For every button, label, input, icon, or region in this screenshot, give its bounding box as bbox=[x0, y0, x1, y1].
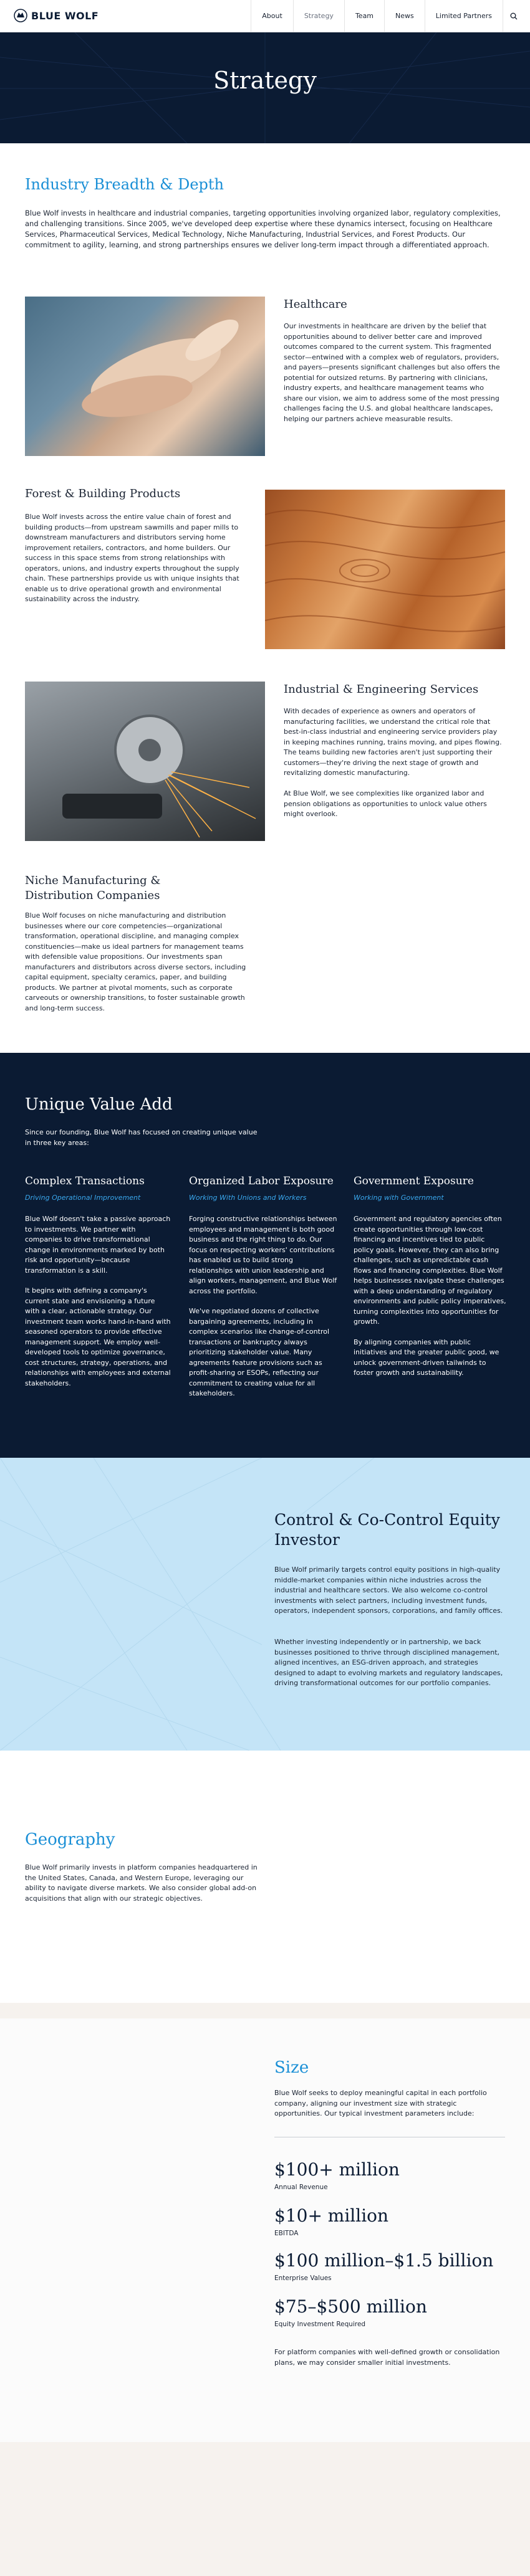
unique-intro: Since our founding, Blue Wolf has focused on creating unique value in three key areas: bbox=[25, 1128, 258, 1147]
column-government-exposure bbox=[354, 1175, 506, 1379]
industrial-text-1: With decades of experience as owners and operators of manufacturing facilities, we understand the critical role that best-in-class industrial and engineering service providers play in keeping machines running, trains moving, and pipes flowing. The teams building new factories aren't just supporting their customers—they're driving the next stage of growth and revitalizing domestic manufacturing. bbox=[284, 707, 502, 777]
column-text-2: By aligning companies with public initiatives and the greater public good, we unlock government-driven tailwinds to foster growth and sustainability. bbox=[354, 1338, 499, 1377]
breadth-text: Blue Wolf invests in healthcare and industrial companies, targeting opportunities involving organized labor, regulatory complexities, and challenging transitions. Since 2005, we've developed deep expertise where these dynamics intersect, focusing on Healthcare Services, Pharmaceutical Services, Medical Technology, Niche Manufacturing, Industrial Services, and Forest Products. Our commitment to agility, learning, and strong partnerships ensures we deliver long-term impact through a differentiated approach. bbox=[25, 209, 501, 249]
search-icon bbox=[510, 12, 518, 20]
logo[interactable] bbox=[14, 9, 99, 22]
column-text-2: We've negotiated dozens of collective bargaining agreements, including in complex scenarios like change-of-control transactions or bankruptcy always prioritizing stakeholder value. Many agreements feature provisions such as profit-sharing or ESOPs, reflecting our commitment to creating value for all stakeholders. bbox=[189, 1307, 330, 1397]
wolf-logo-icon bbox=[14, 9, 27, 22]
size-item-ebitda bbox=[274, 2205, 388, 2237]
column-title: Government Exposure bbox=[354, 1175, 474, 1187]
size-value: $10+ million bbox=[274, 2205, 389, 2226]
size-title: Size bbox=[274, 2058, 309, 2077]
nav-limited-partners[interactable]: Limited Partners bbox=[425, 0, 503, 32]
healthcare-text: Our investments in healthcare are driven by the belief that opportunities abound to deliver better care and improved outcomes compared to the current system. This fragmented sector—entwined with a complex web of regulators, providers, and payers—presents significant challenges but also offers the potential for outsized returns. By partnering with clinicians, industry experts, and healthcare management teams who share our vision, we aim to address some of the most pressing challenges facing the U.S. and global healthcare landscapes, helping our partners achieve measurable results. bbox=[284, 322, 500, 423]
size-label: EBITDA bbox=[274, 2230, 299, 2237]
nav-news[interactable]: News bbox=[384, 0, 425, 32]
size-item-enterprise-values bbox=[274, 2250, 493, 2282]
size-section bbox=[0, 2018, 530, 2442]
size-label: Annual Revenue bbox=[274, 2184, 328, 2191]
column-title: Complex Transactions bbox=[25, 1175, 145, 1187]
unique-title: Unique Value Add bbox=[25, 1095, 173, 1114]
column-subtitle: Working with Government bbox=[354, 1194, 444, 1202]
hero-banner bbox=[0, 32, 530, 143]
size-label: Equity Investment Required bbox=[274, 2321, 366, 2328]
size-value: $100 million–$1.5 billion bbox=[274, 2250, 494, 2271]
industrial-text-2: At Blue Wolf, we see complexities like organized labor and pension obligations as opportunities to unlock value others might overlook. bbox=[284, 789, 487, 818]
page-title: Strategy bbox=[213, 67, 317, 94]
control-text-2: Whether investing independently or in partnership, we back businesses positioned to thrive through disciplined management, aligned incentives, an ESG-driven approach, and strategies designed to adapt to evolving markets and regulatory landscapes, driving transformational outcomes for our portfolio companies. bbox=[274, 1638, 503, 1687]
geography-text: Blue Wolf primarily invests in platform companies headquartered in the United States, Canada, and Western Europe, leveraging our ability to navigate diverse markets. We also consider global add-on acquisitions that align with our strategic objectives. bbox=[25, 1863, 258, 1903]
size-label: Enterprise Values bbox=[274, 2274, 332, 2282]
column-subtitle: Driving Operational Improvement bbox=[25, 1194, 141, 1202]
size-value: $100+ million bbox=[274, 2159, 400, 2180]
nav-strategy[interactable]: Strategy bbox=[293, 0, 344, 32]
industries-section bbox=[0, 143, 530, 1053]
size-footer: For platform companies with well-defined growth or consolidation plans, we may consider smaller initial investments. bbox=[274, 2348, 500, 2367]
industrial-title: Industrial & Engineering Services bbox=[284, 683, 479, 696]
column-text-1: Forging constructive relationships between employees and management is both good business and the right thing to do. Our focus on respecting workers' contributions has enabled us to build strong relationships with union leadership and align workers, management, and Blue Wolf across the portfolio. bbox=[189, 1215, 337, 1295]
nav-about[interactable]: About bbox=[251, 0, 293, 32]
healthcare-image bbox=[25, 297, 265, 456]
column-title: Organized Labor Exposure bbox=[189, 1175, 334, 1187]
healthcare-title: Healthcare bbox=[284, 298, 347, 311]
forest-text: Blue Wolf invests across the entire value chain of forest and building products—from upstream sawmills and paper mills to downstream manufacturers and distributors serving home improvement retailers, contractors, and home builders. Our success in this space stems from strong relationships with operators, unions, and industry experts throughout the supply chain. These partnerships provide us with unique insights that enable us to drive operational growth and environmental sustainability across the industry. bbox=[25, 513, 239, 603]
forest-title: Forest & Building Products bbox=[25, 487, 181, 500]
top-navigation-bar bbox=[0, 0, 530, 32]
unique-value-section bbox=[0, 1053, 530, 1458]
column-text-2: It begins with defining a company's current state and envisioning a future with a clear, actionable strategy. Our investment team works hand-in-hand with seasoned operators to provide effective management support. We employ well-developed tools to optimize governance, cost structures, strategy, operations, and relationships with employees and external stakeholders. bbox=[25, 1286, 171, 1387]
geography-title: Geography bbox=[25, 1830, 115, 1849]
industrial-image bbox=[25, 682, 265, 841]
control-title: Control & Co-Control Equity Investor bbox=[274, 1511, 500, 1549]
niche-title: Niche Manufacturing & Distribution Companies bbox=[25, 874, 161, 902]
column-text-1: Government and regulatory agencies often create opportunities through low-cost financing and incentives tied to public policy goals. However, they can also bring challenges, such as unpredictable cash flows and financing complexities. Blue Wolf helps businesses navigate these challenges with a deep understanding of regulatory environments and public policy imperatives, turning complexities into opportunities for growth. bbox=[354, 1215, 506, 1326]
control-text-1: Blue Wolf primarily targets control equity positions in high-quality middle-market companies within niche industries across the industrial and healthcare sectors. We also welcome co-control investments with select partners, including investment funds, operators, independent sponsors, corporations, and family offices. bbox=[274, 1566, 503, 1615]
main-nav bbox=[251, 0, 524, 32]
size-value: $75–$500 million bbox=[274, 2296, 427, 2317]
breadth-title: Industry Breadth & Depth bbox=[25, 176, 224, 193]
size-intro: Blue Wolf seeks to deploy meaningful capital in each portfolio company, aligning our investment size with strategic opportunities. Our typical investment parameters include: bbox=[274, 2089, 487, 2117]
size-item-revenue bbox=[274, 2159, 400, 2191]
forest-image bbox=[265, 490, 505, 649]
search-button[interactable] bbox=[503, 0, 524, 32]
size-item-equity bbox=[274, 2296, 427, 2328]
column-text-1: Blue Wolf doesn't take a passive approach to investments. We partner with companies to drive transformational change in environments marked by both risk and opportunity—because transformation is a skill. bbox=[25, 1215, 171, 1275]
niche-text: Blue Wolf focuses on niche manufacturing and distribution businesses where our core competencies—organizational transformation, operational discipline, and managing complex constituencies—make us ideal partners for management teams with defensible value propositions. Our investments span manufacturers and distributors across diverse sectors, including capital equipment, specialty ceramics, paper, and building products. We partner at pivotal moments, such as corporate carveouts or ownership transitions, to foster sustainable growth and long-term success. bbox=[25, 911, 246, 1012]
column-organized-labor bbox=[189, 1175, 339, 1399]
geography-section bbox=[0, 1751, 530, 2003]
control-investor-section bbox=[0, 1458, 530, 1751]
logo-text: BLUE WOLF bbox=[31, 9, 99, 22]
nav-team[interactable]: Team bbox=[344, 0, 384, 32]
column-subtitle: Working With Unions and Workers bbox=[189, 1194, 307, 1202]
column-complex-transactions bbox=[25, 1175, 171, 1389]
